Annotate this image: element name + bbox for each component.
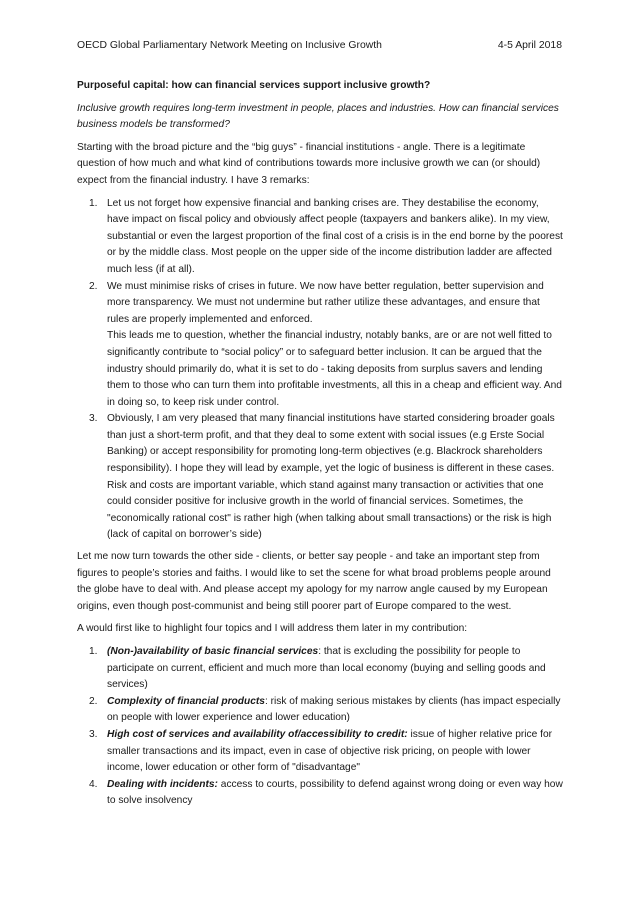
list-number: 2. xyxy=(89,280,98,292)
paragraph-opening: Starting with the broad picture and the “big guys” - financial institutions - angle. There is a legitimate question of how much and what kind of contributions towards more inclusive growth we can (or should) expect from the financial industry. I have 3 remarks: xyxy=(77,141,541,186)
topic-description: : risk of making serious mistakes by clients (has impact especially on people with lower experience and lower education) xyxy=(107,695,561,724)
list-number: 1. xyxy=(89,646,98,657)
header-title: OECD Global Parliamentary Network Meeting on Inclusive Growth xyxy=(77,40,382,51)
list-item-text: We must minimise risks of crises in future. We now have better regulation, better supervision and more transparency. We must not undermine but rather utilize these advantages, and ensure that rules are properly implemented and enforced. xyxy=(107,280,544,325)
list-item xyxy=(77,279,563,412)
remarks-list xyxy=(77,196,563,544)
list-item xyxy=(77,196,563,279)
topic-term: Complexity of financial products xyxy=(107,695,265,707)
list-item xyxy=(77,411,563,544)
list-item-continuation: This leads me to question, whether the financial industry, notably banks, are or are not well fitted to significantly contribute to “social policy” or to safeguard better inclusion. It can be argued that the industry should primarily do, what it is set to do - taking deposits from surplus savers and lending them to those who can turn them into profitable investments, all this in a cheap and efficient way. And in doing so, to keep risk under control. xyxy=(107,330,562,408)
topic-term: Dealing with incidents: xyxy=(107,778,218,790)
document-body xyxy=(77,78,563,815)
list-number: 3. xyxy=(89,413,98,425)
document-title: Purposeful capital: how can financial services support inclusive growth? xyxy=(77,80,431,91)
topic-description: access to courts, possibility to defend against wrong doing or even way how to solve insolvency xyxy=(107,778,563,807)
topic-term: (Non-)availability of basic financial services xyxy=(107,646,319,657)
paragraph-clients: Let me now turn towards the other side - clients, or better say people - and take an important step from figures to people’s stories and faiths. I would like to set the scene for what broad problems people around the globe have to deal with. And please accept my apology for my narrow angle caused by my European origins, even though post-communist and being still poorer part of Europe compared to the west. xyxy=(77,551,551,612)
list-number: 1. xyxy=(89,197,98,209)
header-date: 4-5 April 2018 xyxy=(497,40,562,51)
topics-list xyxy=(77,644,563,810)
list-item xyxy=(77,777,563,810)
list-item xyxy=(77,644,563,694)
list-item-text: Obviously, I am very pleased that many financial institutions have started considering broader goals than just a short-term profit, and that they deal to some extent with social issues (e.g Erste Social Banking) or accept responsibility for promoting long-term objectives (e.g. Blackrock shareholders responsibility). I hope they will lead by example, yet the logic of business is different in these cases. Risk and costs are important variable, which stand against many transaction or activities that one could consider positive for inclusive growth in the world of financial services. Sometimes, the "economically rational cost" is rather high (when talking about small transactions) or the risk is high (lack of capital on borrower’s side) xyxy=(107,413,555,541)
topic-term: High cost of services and availability of/accessibility to credit: xyxy=(107,728,408,740)
intro-question: Inclusive growth requires long-term investment in people, places and industries. How can financial services business models be transformed? xyxy=(77,102,559,131)
paragraph-topics-intro: A would first like to highlight four topics and I will address them later in my contribution: xyxy=(77,623,468,635)
list-number: 4. xyxy=(89,778,98,790)
list-item xyxy=(77,694,563,727)
list-number: 2. xyxy=(89,695,98,707)
list-item xyxy=(77,727,563,777)
list-item-text: Let us not forget how expensive financial and banking crises are. They destabilise the economy, have impact on fiscal policy and obviously affect people (taxpayers and bankers alike). In my view, substantial or even the largest proportion of the final cost of a crisis is in the end borne by the poorest or by the middle class. Most people on the upper side of the income distribution ladder are affected much less (if at all). xyxy=(107,197,563,275)
list-number: 3. xyxy=(89,728,98,740)
topic-description: : that is excluding the possibility for people to participate on current, efficient and much more than local economy (buying and selling goods and services) xyxy=(107,646,546,691)
topic-description: issue of higher relative price for smaller transactions and its impact, even in case of objective risk pricing, on people with lower income, lower education or other form of "disadvantage" xyxy=(107,728,553,774)
page-header xyxy=(77,38,562,55)
